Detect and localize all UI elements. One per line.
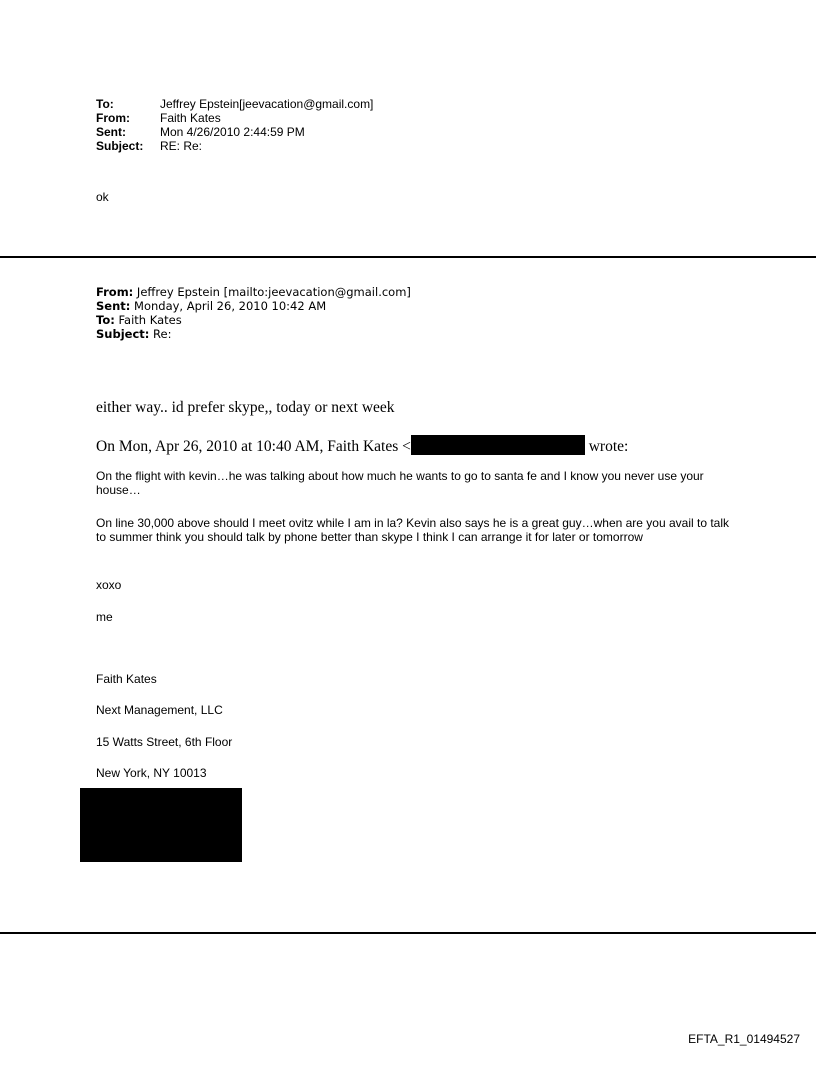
fwd-subject-value: Re: <box>149 327 172 341</box>
redaction-block <box>80 788 242 862</box>
header-to-row <box>96 97 373 111</box>
fwd-subject-label: Subject: <box>96 327 150 341</box>
from-label: From: <box>96 111 130 125</box>
from-value: Faith Kates <box>160 111 221 125</box>
quoted-para-2: On line 30,000 above should I meet ovitz while I am in la? Kevin also says he is a great guy…when are you avail to talk to summer think you should talk by phone better than skype I think I can arrange it for later or tomorrow <box>96 516 730 544</box>
fwd-from-value: Jeffrey Epstein [mailto:jeevacation@gmail.com] <box>133 285 411 299</box>
fwd-to-value: Faith Kates <box>114 313 182 327</box>
signature-name: Faith Kates <box>96 672 157 686</box>
signature-address-1: 15 Watts Street, 6th Floor <box>96 735 233 749</box>
subject-value: RE: Re: <box>160 139 203 153</box>
quote-intro <box>96 435 628 456</box>
document-id: EFTA_R1_01494527 <box>688 1032 800 1046</box>
fwd-to-row <box>96 313 411 327</box>
header-subject-row <box>96 139 373 153</box>
email-header <box>96 97 373 153</box>
redaction-email <box>411 435 585 455</box>
quoted-para-1: On the flight with kevin…he was talking about how much he wants to go to santa fe and I know you never use your house… <box>96 469 704 497</box>
fwd-from-row <box>96 285 411 299</box>
sent-label: Sent: <box>96 125 126 139</box>
header-sent-row <box>96 125 373 139</box>
to-label: To: <box>96 97 114 111</box>
to-value: Jeffrey Epstein[jeevacation@gmail.com] <box>160 97 374 111</box>
quoted-me: me <box>96 610 113 624</box>
fwd-sent-value: Monday, April 26, 2010 10:42 AM <box>130 299 327 313</box>
divider-bottom <box>0 932 816 934</box>
fwd-from-label: From: <box>96 285 134 299</box>
divider-top <box>0 256 816 258</box>
sent-value: Mon 4/26/2010 2:44:59 PM <box>160 125 305 139</box>
forwarded-header <box>96 285 411 341</box>
fwd-to-label: To: <box>96 313 115 327</box>
fwd-sent-label: Sent: <box>96 299 131 313</box>
fwd-sent-row <box>96 299 411 313</box>
epstein-reply-text: either way.. id prefer skype,, today or next week <box>96 399 395 416</box>
reply-body: ok <box>96 190 109 204</box>
quoted-xoxo: xoxo <box>96 578 122 592</box>
signature-address-2: New York, NY 10013 <box>96 766 207 780</box>
quote-intro-suffix: wrote: <box>588 438 629 455</box>
signature-company: Next Management, LLC <box>96 703 223 717</box>
header-from-row <box>96 111 373 125</box>
subject-label: Subject: <box>96 139 144 153</box>
quote-intro-prefix: On Mon, Apr 26, 2010 at 10:40 AM, Faith Kates < <box>96 438 411 455</box>
fwd-subject-row <box>96 327 411 341</box>
